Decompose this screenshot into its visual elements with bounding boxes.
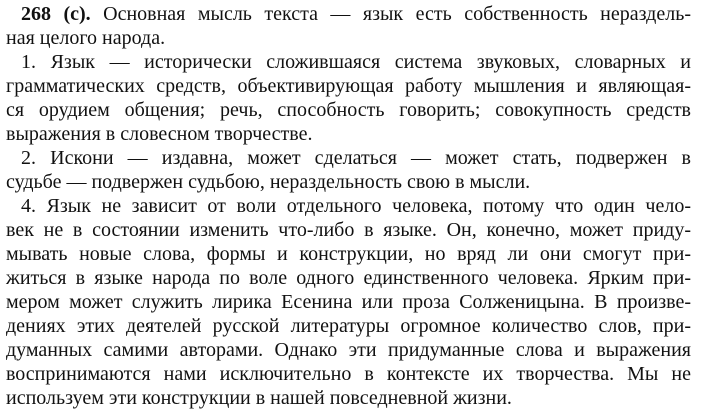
text-line: дениях этих деятелей русской литературы огромное количество слов, при- (6, 315, 691, 337)
answer-4-line: 4. Язык не зависит от воли отдельного человека, потому что один чело- (21, 195, 691, 217)
text-line: мывать новые слова, формы и конструкции, но вряд ли они смогут при- (6, 243, 691, 265)
text-line: думанных самими авторами. Однако эти придуманные слова и выражения (6, 339, 691, 361)
text-line: век не в состоянии изменить что-либо в языке. Он, конечно, может приду- (6, 219, 691, 241)
text-line: судьбе — подвержен судьбою, нераздельность свою в мысли. (6, 171, 531, 193)
exercise-heading-line (21, 2, 691, 26)
text-line: грамматических средств, объективирующая работу мышления и являющая- (6, 75, 691, 97)
main-idea-text: Основная мысль текста — язык есть собственность нераздель- (90, 3, 691, 25)
text-line: используем эти конструкции в нашей повседневной жизни. (6, 387, 512, 409)
text-line: мером может служить лирика Есенина или проза Солженицына. В произве- (6, 291, 691, 313)
text-line: выражения в словесном творчестве. (6, 123, 313, 145)
text-line: ная целого народа. (6, 27, 166, 49)
exercise-number: 268 (с). (21, 3, 91, 25)
text-line: воспринимаются нами исключительно в контексте их творчества. Мы не (6, 363, 691, 385)
answer-2-line: 2. Искони — издавна, может сделаться — может стать, подвержен в (21, 147, 691, 169)
text-line: житься в языке народа по воле одного единственного человека. Ярким при- (6, 267, 691, 289)
text-line: ся орудием общения; речь, способность говорить; совокупность средств (6, 99, 691, 121)
answer-1-line: 1. Язык — исторически сложившаяся система звуковых, словарных и (21, 51, 691, 73)
